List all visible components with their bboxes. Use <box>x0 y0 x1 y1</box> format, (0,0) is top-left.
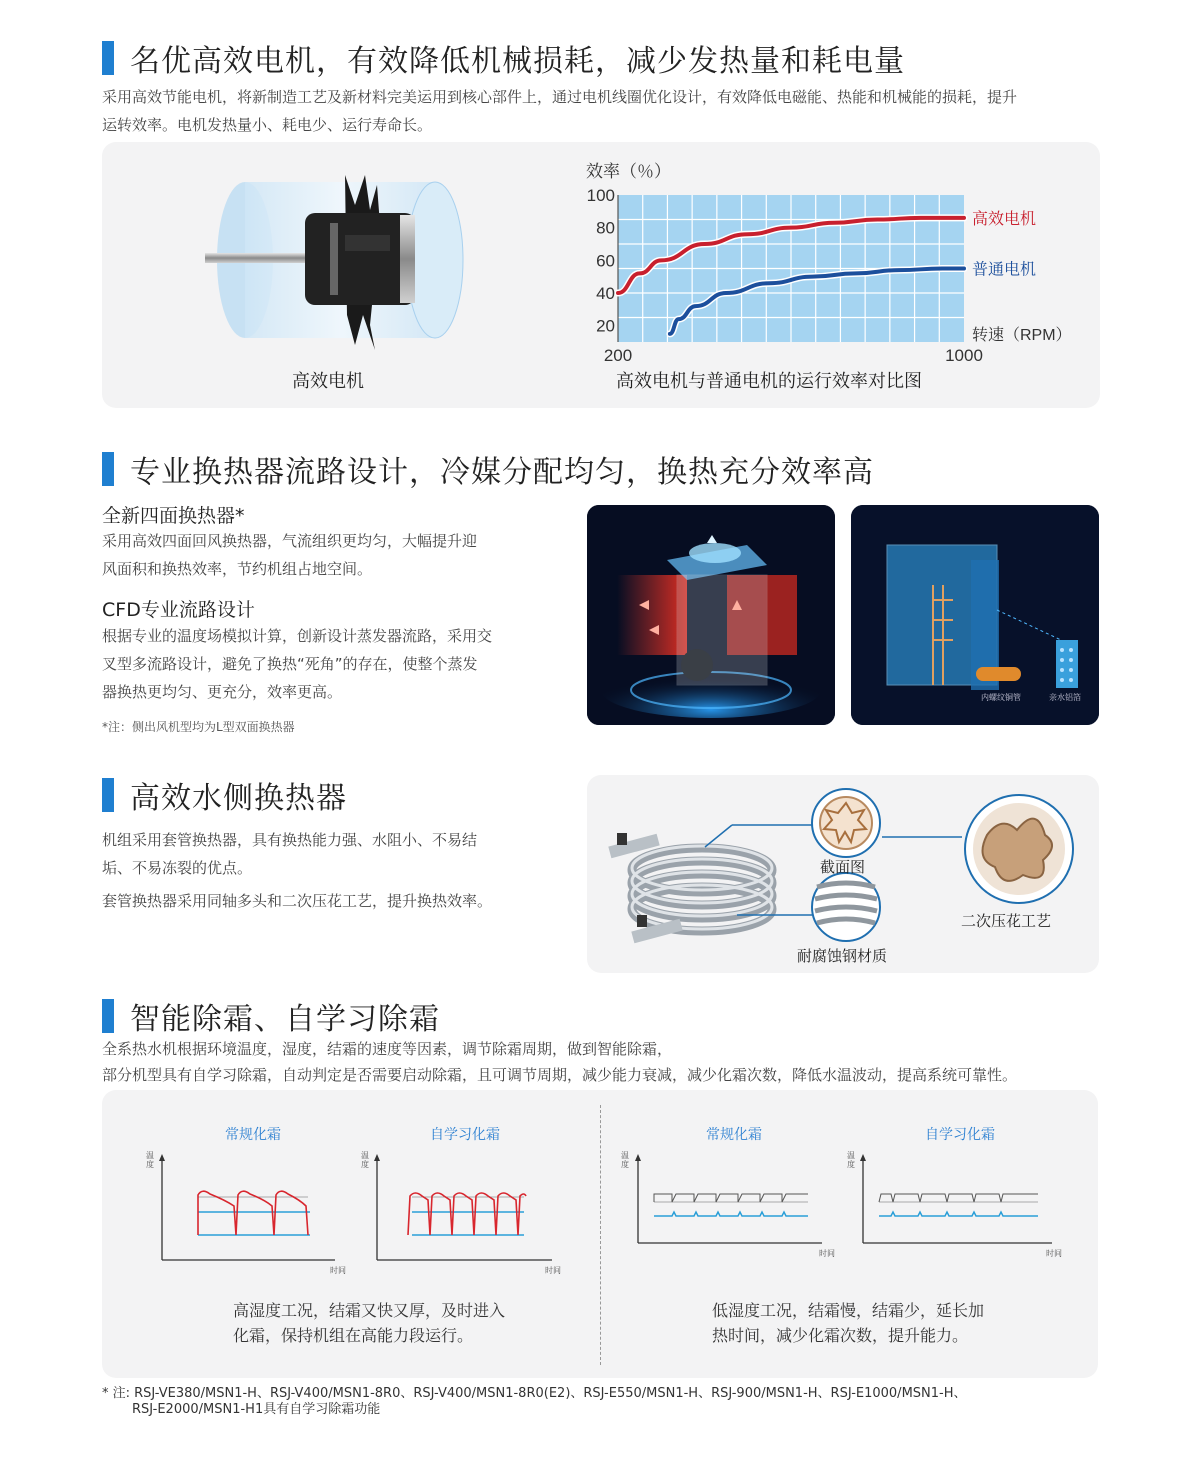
cross-section-label: 截面图 <box>820 858 866 876</box>
section1-description <box>102 83 1102 139</box>
y-axis-label-3: 温度 <box>621 1151 629 1169</box>
airflow-illustration <box>587 505 835 725</box>
water-exchanger-description <box>102 826 572 915</box>
cfd-line3: 器换热更均匀、更充分，效率更高。 <box>102 683 343 701</box>
footnote-line1: * 注: RSJ-VE380/MSN1-H、RSJ-V400/MSN1-8R0、RSJ-V400/MSN1-8R0(E2)、RSJ-E550/MSN1-H、RSJ-900/MSN1-H、RSJ-E1000/MSN1-H、 <box>102 1386 967 1401</box>
aluminum-fin-label: 亲水铝箔 <box>1049 693 1081 702</box>
chart-y-tick-label: 80 <box>596 218 615 238</box>
airflow-image <box>587 505 835 725</box>
panel3-title: 常规化霜 <box>706 1127 762 1143</box>
cfd-line2: 叉型多流路设计，避免了换热“死角”的存在，使整个蒸发 <box>102 655 478 673</box>
section1-desc-line2: 运转效率。电机发热量小、耗电少、运行寿命长。 <box>102 116 433 134</box>
low-humidity-graphs <box>620 1150 1070 1250</box>
panel-divider <box>600 1105 601 1365</box>
section2-title: 专业换热器流路设计，冷媒分配均匀，换热充分效率高 <box>130 455 874 490</box>
section3-heading <box>102 773 347 817</box>
coil-image <box>851 505 1099 725</box>
water-exchanger-line2: 垢、不易冻裂的优点。 <box>102 859 253 877</box>
cfd-line1: 根据专业的温度场模拟计算，创新设计蒸发器流路，采用交 <box>102 627 493 645</box>
title-accent-bar <box>102 41 114 75</box>
panel4-title: 自学习化霜 <box>925 1127 995 1143</box>
panel1-title: 常规化霜 <box>225 1127 281 1143</box>
chart-y-tick-label: 60 <box>596 251 615 271</box>
x-axis-label-2: 时间 <box>545 1266 561 1275</box>
section1-title: 名优高效电机，有效降低机械损耗，减少发热量和耗电量 <box>130 44 905 79</box>
x-axis-label-1: 时间 <box>330 1266 346 1275</box>
high-humidity-graphs <box>140 1150 590 1280</box>
title-accent-bar <box>102 452 114 486</box>
high-humidity-line2: 化霜，保持机组在高能力段运行。 <box>233 1326 474 1345</box>
section4-title: 智能除霜、自学习除霜 <box>130 1002 440 1037</box>
title-accent-bar <box>102 778 114 812</box>
water-exchanger-line1: 机组采用套管换热器，具有换热能力强、水阻小、不易结 <box>102 831 478 849</box>
panel2-title: 自学习化霜 <box>430 1127 500 1143</box>
title-accent-bar <box>102 999 114 1033</box>
y-axis-label-4: 温度 <box>847 1151 855 1169</box>
high-humidity-description <box>233 1298 505 1348</box>
four-sided-description <box>102 527 562 583</box>
defrost-line1: 全系热水机根据环境温度，湿度，结霜的速度等因素，调节除霜周期，做到智能除霜， <box>102 1040 673 1058</box>
chart-y-axis-label: 效率（％） <box>586 162 671 181</box>
high-humidity-line1: 高湿度工况，结霜又快又厚，及时进入 <box>233 1301 506 1320</box>
chart-legend-label-1: 普通电机 <box>972 261 1037 279</box>
chart-y-tick-label: 20 <box>596 316 615 336</box>
footnote <box>102 1386 967 1418</box>
low-humidity-line2: 热时间，减少化霜次数，提升能力。 <box>712 1326 969 1345</box>
steel-material-label: 耐腐蚀钢材质 <box>797 947 888 965</box>
chart-x-tick-label: 200 <box>603 346 633 365</box>
section1-heading <box>102 36 905 80</box>
low-humidity-description <box>712 1298 984 1348</box>
chart-y-tick-label: 100 <box>586 186 615 205</box>
emboss-label: 二次压花工艺 <box>961 912 1052 930</box>
low-humidity-line1: 低湿度工况，结霜慢，结霜少，延长加 <box>712 1301 985 1320</box>
four-sided-line1: 采用高效四面回风换热器，气流组织更均匀，大幅提升迎 <box>102 532 478 550</box>
x-axis-label-4: 时间 <box>1046 1249 1062 1258</box>
chart-caption: 高效电机与普通电机的运行效率对比图 <box>616 371 922 392</box>
defrost-description <box>102 1036 1102 1088</box>
motor-illustration <box>195 165 485 360</box>
chart-y-tick-label: 40 <box>596 284 615 303</box>
water-exchanger-line3: 套管换热器采用同轴多头和二次压花工艺，提升换热效率。 <box>102 892 493 910</box>
exchanger-note: *注：侧出风机型均为L型双面换热器 <box>102 720 295 734</box>
section4-heading <box>102 994 440 1038</box>
x-axis-label-3: 时间 <box>819 1249 835 1258</box>
y-axis-label-1: 温度 <box>146 1151 154 1169</box>
chart-x-axis-label: 转速（RPM） <box>972 327 1072 344</box>
defrost-line2: 部分机型具有自学习除霜，自动判定是否需要启动除霜，且可调节周期，减少能力衰减，减少化霜次数，降低水温波动，提高系统可靠性。 <box>102 1066 1018 1084</box>
efficiency-chart <box>580 155 1090 365</box>
four-sided-heading: 全新四面换热器* <box>102 505 245 527</box>
four-sided-line2: 风面积和换热效率，节约机组占地空间。 <box>102 560 373 578</box>
copper-tube-label: 内螺纹铜管 <box>981 693 1021 702</box>
cfd-description <box>102 622 562 706</box>
chart-legend-label-0: 高效电机 <box>972 210 1037 228</box>
section1-desc-line1: 采用高效节能电机，将新制造工艺及新材料完美运用到核心部件上，通过电机线圈优化设计，有效降低电磁能、热能和机械能的损耗，提升 <box>102 88 1018 106</box>
footnote-line2: RSJ-E2000/MSN1-H1具有自学习除霜功能 <box>132 1402 381 1417</box>
section3-title: 高效水侧换热器 <box>130 781 347 816</box>
cfd-heading: CFD专业流路设计 <box>102 599 255 621</box>
section2-heading <box>102 447 874 491</box>
motor-caption: 高效电机 <box>292 371 364 392</box>
chart-x-tick-label: 1000 <box>945 346 983 365</box>
y-axis-label-2: 温度 <box>361 1151 369 1169</box>
